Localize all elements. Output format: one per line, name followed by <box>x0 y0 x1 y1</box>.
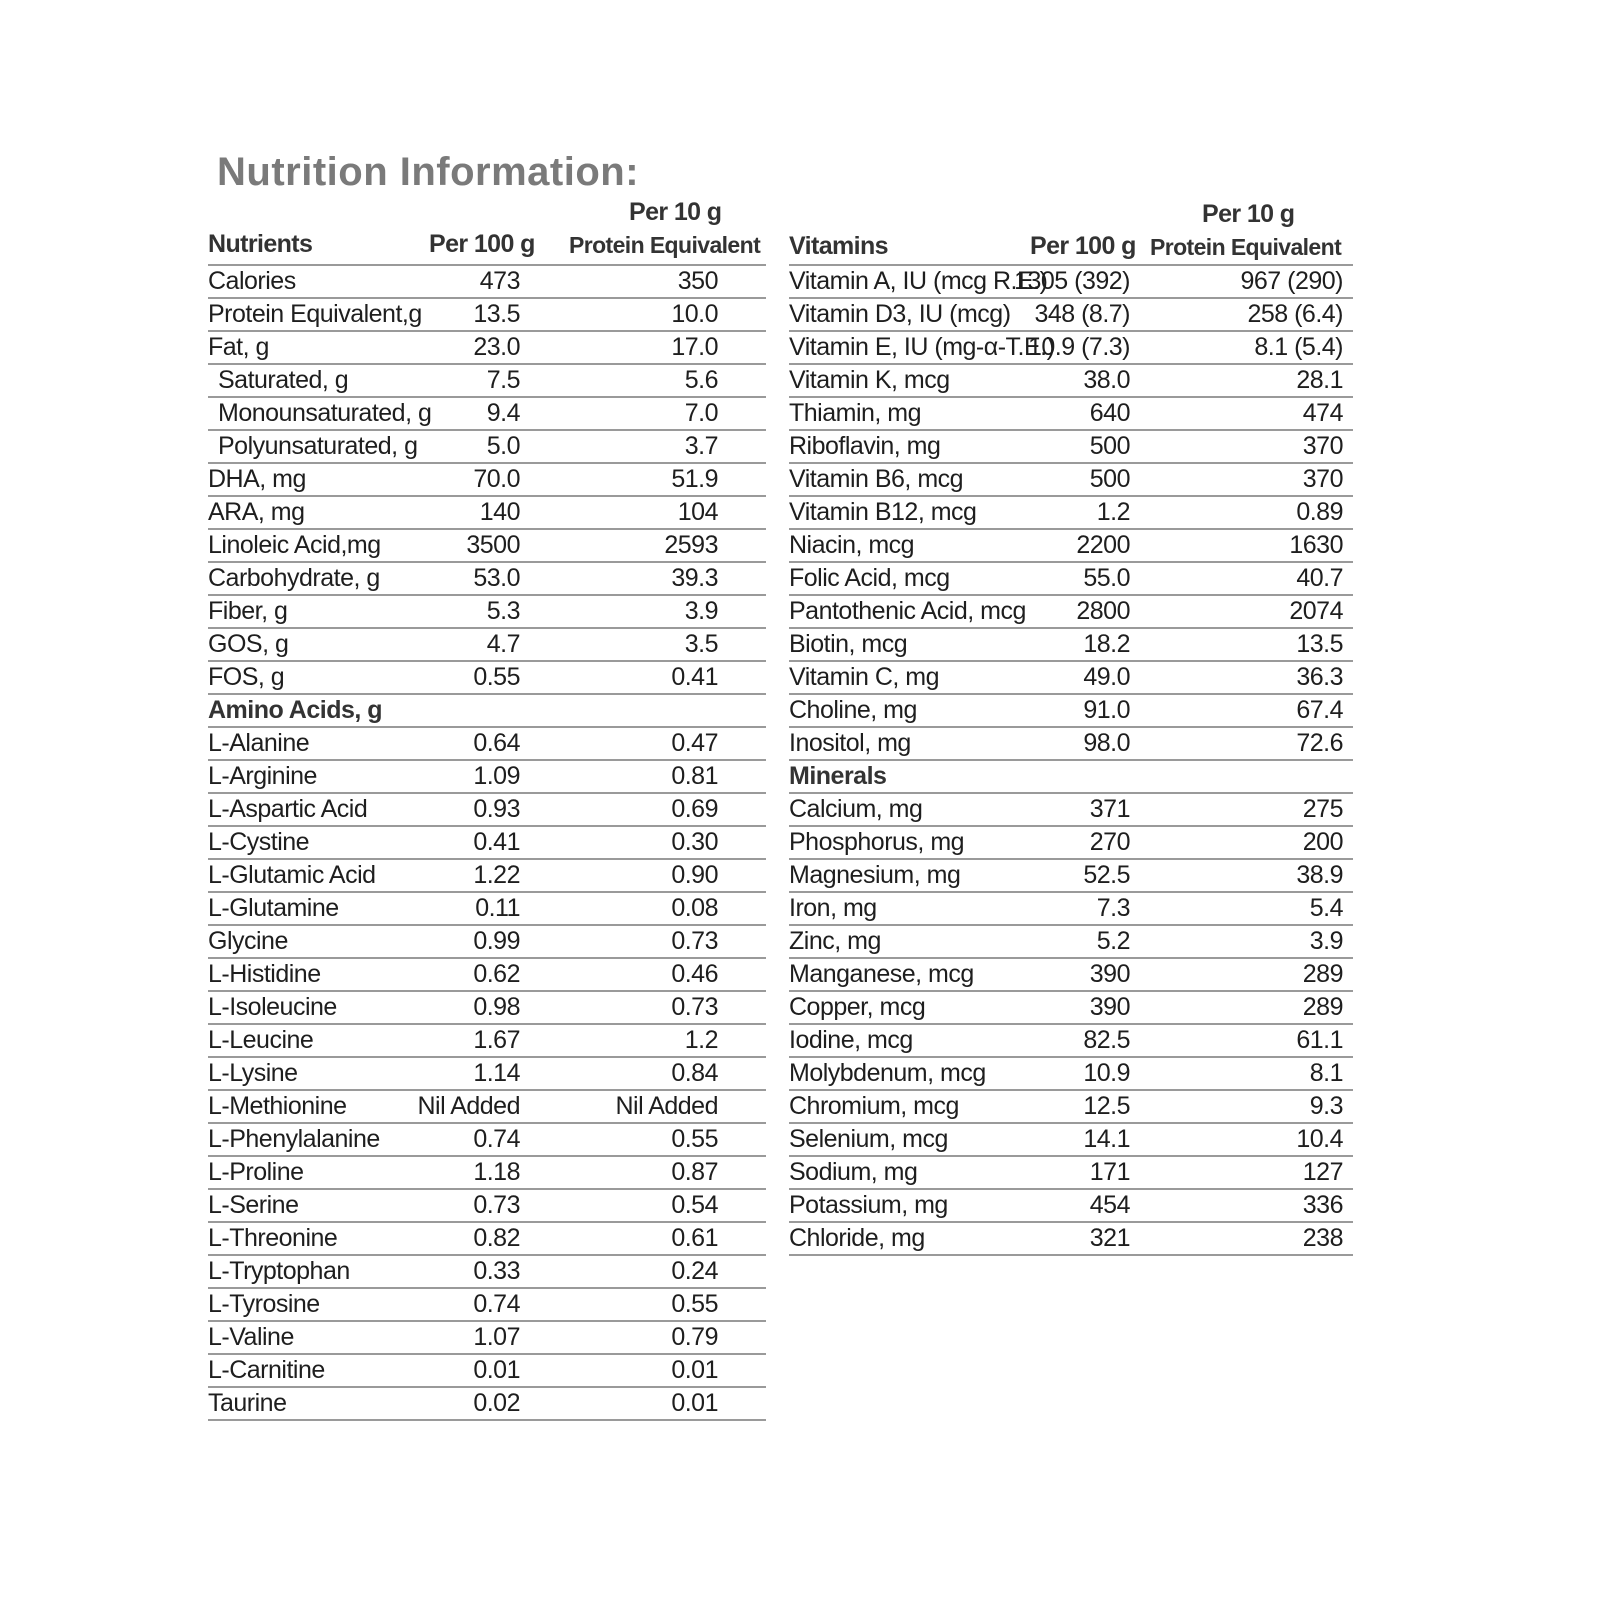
nutrient-name: Chromium, mcg <box>789 1092 959 1120</box>
header-per10-bottom: Protein Equivalent <box>1150 234 1342 260</box>
table-row <box>208 462 766 495</box>
per100-value: 0.41 <box>473 828 520 856</box>
nutrient-name: Riboflavin, mg <box>789 432 941 460</box>
per10-value: 370 <box>1302 465 1343 493</box>
per10-value: 5.4 <box>1309 894 1343 922</box>
table-row <box>789 429 1353 462</box>
nutrient-name: Vitamin C, mg <box>789 663 940 691</box>
per100-value: 0.82 <box>473 1224 520 1252</box>
per100-value: 640 <box>1089 399 1130 427</box>
per10-value: 17.0 <box>671 333 718 361</box>
table-row <box>208 759 766 792</box>
header-per100: Per 100 g <box>1030 232 1136 260</box>
header-per10-bottom: Protein Equivalent <box>569 232 761 258</box>
header-per10-top: Per 10 g <box>629 198 722 226</box>
table-row <box>208 1320 766 1353</box>
per10-value: 5.6 <box>684 366 718 394</box>
per10-value: 39.3 <box>671 564 718 592</box>
nutrient-name: Zinc, mg <box>789 927 881 955</box>
per10-value: 370 <box>1302 432 1343 460</box>
nutrient-name: Protein Equivalent,g <box>208 300 422 328</box>
per10-value: 289 <box>1302 993 1343 1021</box>
per100-value: 14.1 <box>1083 1125 1130 1153</box>
per10-value: 3.9 <box>684 597 718 625</box>
nutrient-name: L-Leucine <box>208 1026 314 1054</box>
table-row <box>208 726 766 759</box>
table-row <box>789 528 1353 561</box>
per100-value: 0.02 <box>473 1389 520 1417</box>
table-row <box>208 1089 766 1122</box>
per100-value: 5.2 <box>1096 927 1130 955</box>
nutrient-name: Copper, mcg <box>789 993 926 1021</box>
per100-value: 0.98 <box>473 993 520 1021</box>
table-row <box>789 1221 1353 1254</box>
per100-value: 1.14 <box>473 1059 520 1087</box>
per10-value: 36.3 <box>1296 663 1343 691</box>
nutrient-name: L-Isoleucine <box>208 993 337 1021</box>
nutrient-name: L-Valine <box>208 1323 294 1351</box>
table-row <box>208 1221 766 1254</box>
per10-value: 8.1 (5.4) <box>1254 333 1343 361</box>
table-row <box>208 363 766 396</box>
per100-value: 1.07 <box>473 1323 520 1351</box>
nutrient-name: Pantothenic Acid, mcg <box>789 597 1026 625</box>
page-title: Nutrition Information: <box>217 150 640 194</box>
nutrient-name: Calories <box>208 267 296 295</box>
table-row <box>208 627 766 660</box>
nutrient-name: Fat, g <box>208 333 269 361</box>
per100-value: 7.5 <box>486 366 520 394</box>
table-row <box>208 1287 766 1320</box>
per100-value: 473 <box>479 267 520 295</box>
per10-value: 3.7 <box>684 432 718 460</box>
per10-value: 0.81 <box>671 762 718 790</box>
nutrient-name: Taurine <box>208 1389 287 1417</box>
per10-value: 967 (290) <box>1240 267 1343 295</box>
nutrient-name: L-Threonine <box>208 1224 338 1252</box>
per100-value: 12.5 <box>1083 1092 1130 1120</box>
nutrient-name: Vitamin D3, IU (mcg) <box>789 300 1011 328</box>
table-row <box>789 660 1353 693</box>
table-row <box>208 858 766 891</box>
nutrient-name: Carbohydrate, g <box>208 564 380 592</box>
nutrient-name: L-Methionine <box>208 1092 347 1120</box>
table-row <box>208 495 766 528</box>
per100-value: 0.99 <box>473 927 520 955</box>
table-row <box>208 528 766 561</box>
per10-value: 0.08 <box>671 894 718 922</box>
section-heading: Minerals <box>789 762 887 790</box>
table-row <box>208 297 766 330</box>
table-row <box>208 594 766 627</box>
per10-value: 1.2 <box>684 1026 718 1054</box>
vitamins-rows <box>789 264 1353 1254</box>
nutrient-name: L-Lysine <box>208 1059 298 1087</box>
nutrient-name: Vitamin B12, mcg <box>789 498 977 526</box>
table-row <box>789 330 1353 363</box>
per10-value: 28.1 <box>1296 366 1343 394</box>
per100-value: 70.0 <box>473 465 520 493</box>
per10-value: 0.24 <box>671 1257 718 1285</box>
table-row <box>208 660 766 693</box>
nutrient-name: Calcium, mg <box>789 795 923 823</box>
table-row <box>789 1122 1353 1155</box>
nutrient-name: FOS, g <box>208 663 285 691</box>
nutrient-name: Vitamin E, IU (mg-α-T.E.) <box>789 333 1055 361</box>
nutrient-name: Glycine <box>208 927 288 955</box>
per10-value: 0.79 <box>671 1323 718 1351</box>
per10-value: 474 <box>1302 399 1343 427</box>
per100-value: 10.9 <box>1083 1059 1130 1087</box>
per100-value: 7.3 <box>1096 894 1130 922</box>
per10-value: 0.46 <box>671 960 718 988</box>
nutrient-name: L-Glutamine <box>208 894 339 922</box>
nutrient-name: L-Aspartic Acid <box>208 795 368 823</box>
nutrient-name: L-Proline <box>208 1158 304 1186</box>
per10-value: 0.73 <box>671 993 718 1021</box>
per100-value: 1.2 <box>1096 498 1130 526</box>
per10-value: 258 (6.4) <box>1247 300 1343 328</box>
per100-value: 91.0 <box>1083 696 1130 724</box>
per100-value: 0.55 <box>473 663 520 691</box>
table-row <box>208 264 766 297</box>
nutrient-name: Vitamin A, IU (mcg R.E.) <box>789 267 1048 295</box>
per100-value: 5.0 <box>486 432 520 460</box>
table-row <box>208 1155 766 1188</box>
per10-value: 0.55 <box>671 1125 718 1153</box>
per10-value: 10.0 <box>671 300 718 328</box>
per100-value: 53.0 <box>473 564 520 592</box>
per100-value: 0.93 <box>473 795 520 823</box>
vitamins-table-header <box>789 198 1353 264</box>
per10-value: 0.90 <box>671 861 718 889</box>
nutrient-name: Monounsaturated, g <box>218 399 432 427</box>
per10-value: 350 <box>677 267 718 295</box>
nutrient-name: ARA, mg <box>208 498 305 526</box>
per10-value: 0.87 <box>671 1158 718 1186</box>
per10-value: 289 <box>1302 960 1343 988</box>
nutrient-name: Fiber, g <box>208 597 288 625</box>
per100-value: 0.11 <box>475 894 520 922</box>
per10-value: 3.9 <box>1309 927 1343 955</box>
per10-value: 40.7 <box>1296 564 1343 592</box>
nutrient-name: Molybdenum, mcg <box>789 1059 986 1087</box>
per10-value: 0.61 <box>671 1224 718 1252</box>
per10-value: 275 <box>1302 795 1343 823</box>
per10-value: 2593 <box>664 531 718 559</box>
table-row <box>208 1386 766 1419</box>
table-row <box>789 363 1353 396</box>
per10-value: 0.73 <box>671 927 718 955</box>
table-row <box>208 1188 766 1221</box>
per10-value: 38.9 <box>1296 861 1343 889</box>
per100-value: 4.7 <box>486 630 520 658</box>
nutrient-name: Polyunsaturated, g <box>218 432 418 460</box>
per100-value: 0.74 <box>473 1125 520 1153</box>
nutrient-name: L-Serine <box>208 1191 299 1219</box>
nutrient-name: L-Arginine <box>208 762 317 790</box>
per100-value: 0.74 <box>473 1290 520 1318</box>
per10-value: 1630 <box>1289 531 1343 559</box>
per10-value: Nil Added <box>615 1092 718 1120</box>
nutrient-name: Vitamin K, mcg <box>789 366 950 394</box>
table-row <box>208 1254 766 1287</box>
table-row <box>789 594 1353 627</box>
nutrient-name: L-Alanine <box>208 729 310 757</box>
per100-value: 171 <box>1089 1158 1130 1186</box>
per10-value: 0.84 <box>671 1059 718 1087</box>
table-bottom-rule <box>208 1419 766 1421</box>
table-row <box>208 825 766 858</box>
table-row <box>789 792 1353 825</box>
per100-value: 390 <box>1089 993 1130 1021</box>
per100-value: 0.62 <box>473 960 520 988</box>
per10-value: 336 <box>1302 1191 1343 1219</box>
per10-value: 200 <box>1302 828 1343 856</box>
per10-value: 13.5 <box>1296 630 1343 658</box>
nutrient-name: DHA, mg <box>208 465 306 493</box>
per100-value: 454 <box>1089 1191 1130 1219</box>
nutrient-name: Chloride, mg <box>789 1224 925 1252</box>
per100-value: 140 <box>479 498 520 526</box>
per100-value: 23.0 <box>473 333 520 361</box>
per100-value: 390 <box>1089 960 1130 988</box>
per10-value: 3.5 <box>684 630 718 658</box>
per100-value: 3500 <box>466 531 520 559</box>
table-row <box>208 1122 766 1155</box>
nutrient-name: Thiamin, mg <box>789 399 922 427</box>
table-row <box>789 396 1353 429</box>
per10-value: 0.30 <box>671 828 718 856</box>
table-row <box>789 462 1353 495</box>
per100-value: 52.5 <box>1083 861 1130 889</box>
header-per100: Per 100 g <box>429 230 535 258</box>
header-nutrients: Nutrients <box>208 230 313 258</box>
table-row <box>789 726 1353 759</box>
nutrient-name: L-Phenylalanine <box>208 1125 380 1153</box>
per10-value: 67.4 <box>1296 696 1343 724</box>
per10-value: 0.47 <box>671 729 718 757</box>
table-row <box>208 957 766 990</box>
table-row <box>208 693 766 726</box>
per100-value: 18.2 <box>1083 630 1130 658</box>
nutrient-name: Sodium, mg <box>789 1158 918 1186</box>
nutrient-name: GOS, g <box>208 630 289 658</box>
nutrient-name: L-Tyrosine <box>208 1290 320 1318</box>
per100-value: 38.0 <box>1083 366 1130 394</box>
table-row <box>208 990 766 1023</box>
table-bottom-rule <box>789 1254 1353 1256</box>
per100-value: 0.73 <box>473 1191 520 1219</box>
per10-value: 9.3 <box>1309 1092 1343 1120</box>
per100-value: 10.9 (7.3) <box>1027 333 1130 361</box>
per100-value: 55.0 <box>1083 564 1130 592</box>
per10-value: 61.1 <box>1296 1026 1343 1054</box>
nutrient-name: Iodine, mcg <box>789 1026 913 1054</box>
per100-value: 500 <box>1089 432 1130 460</box>
nutrient-name: Inositol, mg <box>789 729 911 757</box>
nutrient-name: Folic Acid, mcg <box>789 564 950 592</box>
nutrient-name: L-Glutamic Acid <box>208 861 376 889</box>
nutrient-name: Linoleic Acid,mg <box>208 531 381 559</box>
table-row <box>789 561 1353 594</box>
header-vitamins: Vitamins <box>789 232 888 260</box>
table-row <box>789 990 1353 1023</box>
table-row <box>789 957 1353 990</box>
per100-value: 49.0 <box>1083 663 1130 691</box>
per100-value: 2800 <box>1076 597 1130 625</box>
per10-value: 8.1 <box>1309 1059 1343 1087</box>
per100-value: 0.01 <box>473 1356 520 1384</box>
table-row <box>789 858 1353 891</box>
per100-value: 0.64 <box>473 729 520 757</box>
table-row <box>208 561 766 594</box>
per10-value: 72.6 <box>1296 729 1343 757</box>
table-row <box>789 495 1353 528</box>
per10-value: 0.41 <box>671 663 718 691</box>
nutrient-name: Selenium, mcg <box>789 1125 948 1153</box>
per100-value: 82.5 <box>1083 1026 1130 1054</box>
per10-value: 2074 <box>1289 597 1343 625</box>
per100-value: 1.18 <box>473 1158 520 1186</box>
table-row <box>789 924 1353 957</box>
nutrient-name: L-Cystine <box>208 828 310 856</box>
table-row <box>789 759 1353 792</box>
per10-value: 0.01 <box>671 1389 718 1417</box>
table-row <box>208 330 766 363</box>
table-row <box>789 1089 1353 1122</box>
per10-value: 0.69 <box>671 795 718 823</box>
per100-value: 348 (8.7) <box>1034 300 1130 328</box>
nutrient-name: Potassium, mg <box>789 1191 948 1219</box>
table-row <box>789 264 1353 297</box>
per100-value: 371 <box>1089 795 1130 823</box>
table-row <box>789 1188 1353 1221</box>
per100-value: 1.67 <box>473 1026 520 1054</box>
per100-value: 321 <box>1089 1224 1130 1252</box>
header-per10-top: Per 10 g <box>1202 200 1295 228</box>
per100-value: 500 <box>1089 465 1130 493</box>
nutrient-name: L-Tryptophan <box>208 1257 350 1285</box>
per100-value: 13.5 <box>473 300 520 328</box>
table-row <box>789 1056 1353 1089</box>
per100-value: 270 <box>1089 828 1130 856</box>
per100-value: 1305 (392) <box>1014 267 1130 295</box>
per10-value: 7.0 <box>684 399 718 427</box>
table-row <box>208 891 766 924</box>
per100-value: 1.22 <box>473 861 520 889</box>
per10-value: 10.4 <box>1296 1125 1343 1153</box>
per100-value: Nil Added <box>417 1092 520 1120</box>
per100-value: 0.33 <box>473 1257 520 1285</box>
nutrient-name: Choline, mg <box>789 696 917 724</box>
per10-value: 51.9 <box>671 465 718 493</box>
nutrients-table <box>208 198 766 1421</box>
nutrient-name: Phosphorus, mg <box>789 828 965 856</box>
nutrients-rows <box>208 264 766 1419</box>
per10-value: 0.55 <box>671 1290 718 1318</box>
table-row <box>789 693 1353 726</box>
nutrient-name: Vitamin B6, mcg <box>789 465 964 493</box>
table-row <box>208 396 766 429</box>
vitamins-minerals-table <box>789 198 1353 1256</box>
table-row <box>208 792 766 825</box>
per100-value: 9.4 <box>486 399 520 427</box>
nutrient-name: Saturated, g <box>218 366 349 394</box>
table-row <box>789 1155 1353 1188</box>
table-row <box>208 1023 766 1056</box>
per100-value: 2200 <box>1076 531 1130 559</box>
table-row <box>208 924 766 957</box>
nutrient-name: Iron, mg <box>789 894 877 922</box>
per100-value: 1.09 <box>473 762 520 790</box>
per10-value: 0.54 <box>671 1191 718 1219</box>
per10-value: 0.01 <box>671 1356 718 1384</box>
per10-value: 238 <box>1302 1224 1343 1252</box>
table-row <box>789 1023 1353 1056</box>
per10-value: 0.89 <box>1296 498 1343 526</box>
table-row <box>208 1056 766 1089</box>
nutrients-table-header <box>208 198 766 264</box>
nutrient-name: Niacin, mcg <box>789 531 915 559</box>
per100-value: 98.0 <box>1083 729 1130 757</box>
section-heading: Amino Acids, g <box>208 696 383 724</box>
table-row <box>789 297 1353 330</box>
nutrient-name: L-Histidine <box>208 960 321 988</box>
table-row <box>789 891 1353 924</box>
table-row <box>208 429 766 462</box>
table-row <box>208 1353 766 1386</box>
nutrient-name: Magnesium, mg <box>789 861 961 889</box>
table-row <box>789 825 1353 858</box>
per100-value: 5.3 <box>486 597 520 625</box>
nutrient-name: L-Carnitine <box>208 1356 325 1384</box>
per10-value: 104 <box>677 498 718 526</box>
nutrient-name: Biotin, mcg <box>789 630 908 658</box>
table-row <box>789 627 1353 660</box>
nutrient-name: Manganese, mcg <box>789 960 974 988</box>
per10-value: 127 <box>1302 1158 1343 1186</box>
